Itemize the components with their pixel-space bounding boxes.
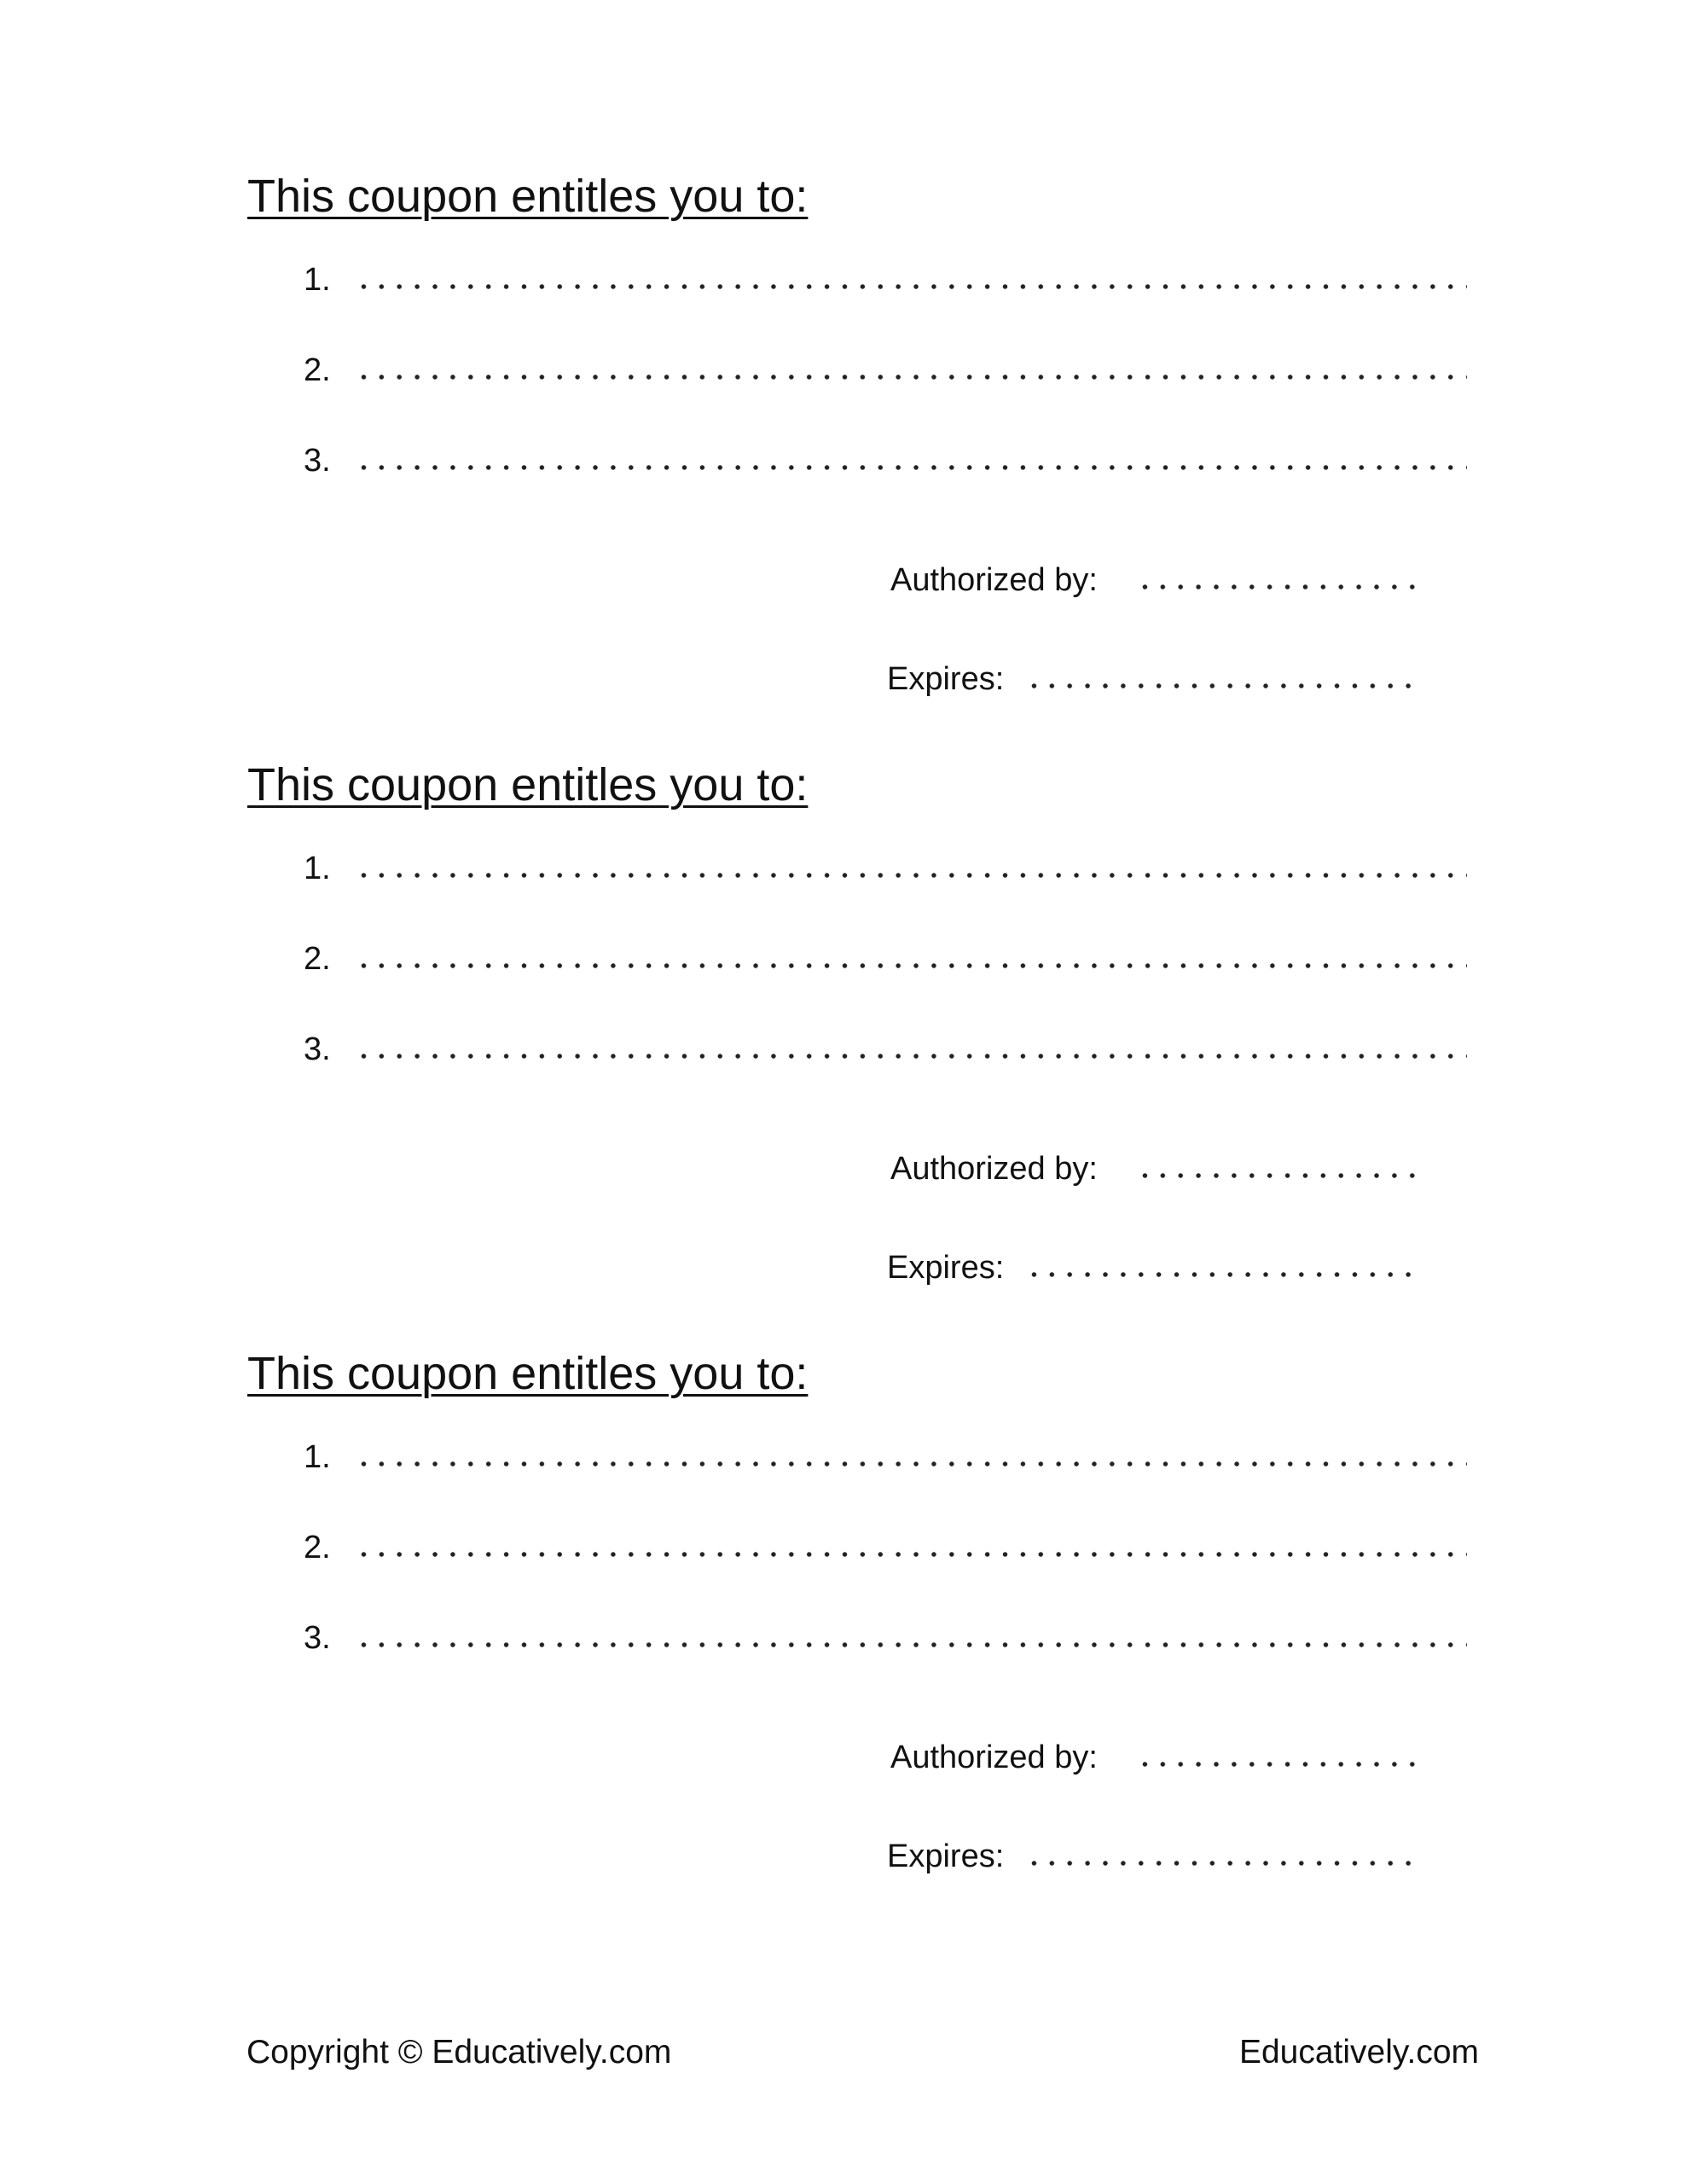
expires-row bbox=[887, 1834, 1416, 1879]
expires-label: Expires: bbox=[887, 1250, 1005, 1286]
dotted-fill-line bbox=[1025, 1271, 1416, 1278]
expires-label: Expires: bbox=[887, 1838, 1005, 1874]
coupon-item-row bbox=[304, 1435, 1416, 1479]
coupon-2 bbox=[0, 758, 1687, 1346]
item-number: 3. bbox=[304, 1031, 331, 1067]
coupon-3 bbox=[0, 1346, 1687, 1935]
expires-row bbox=[887, 1246, 1416, 1290]
dotted-fill-line bbox=[1025, 1860, 1416, 1867]
coupon-item-row bbox=[304, 348, 1416, 392]
footer-copyright: Copyright © Educatively.com bbox=[246, 2034, 672, 2071]
dotted-fill-line bbox=[355, 1053, 1467, 1060]
dotted-fill-line bbox=[355, 962, 1467, 969]
dotted-fill-line bbox=[1025, 682, 1416, 689]
dotted-fill-line bbox=[355, 1461, 1467, 1467]
authorized-by-label: Authorized by: bbox=[890, 1151, 1098, 1187]
item-number: 3. bbox=[304, 443, 331, 479]
authorized-by-label: Authorized by: bbox=[890, 1740, 1098, 1775]
dotted-fill-line bbox=[1136, 584, 1416, 590]
coupon-item-row bbox=[304, 439, 1416, 483]
coupon-1 bbox=[0, 169, 1687, 758]
item-number: 2. bbox=[304, 1530, 331, 1565]
coupon-title: This coupon entitles you to: bbox=[247, 1348, 809, 1399]
dotted-fill-line bbox=[355, 374, 1467, 380]
authorized-by-label: Authorized by: bbox=[890, 562, 1098, 598]
footer-site-name: Educatively.com bbox=[1238, 2034, 1479, 2071]
coupon-item-row bbox=[304, 1525, 1416, 1570]
authorized-by-row bbox=[890, 558, 1416, 602]
coupon-title: This coupon entitles you to: bbox=[247, 759, 809, 810]
dotted-fill-line bbox=[1136, 1172, 1416, 1179]
coupon-item-row bbox=[304, 1027, 1416, 1072]
expires-label: Expires: bbox=[887, 661, 1005, 697]
item-number: 3. bbox=[304, 1620, 331, 1656]
coupon-item-row bbox=[304, 846, 1416, 891]
authorized-by-row bbox=[890, 1735, 1416, 1780]
expires-row bbox=[887, 657, 1416, 701]
coupon-item-row bbox=[304, 937, 1416, 981]
item-number: 1. bbox=[304, 851, 331, 886]
dotted-fill-line bbox=[1136, 1761, 1416, 1768]
item-number: 2. bbox=[304, 352, 331, 388]
dotted-fill-line bbox=[355, 1551, 1467, 1558]
item-number: 1. bbox=[304, 1439, 331, 1475]
coupon-item-row bbox=[304, 258, 1416, 302]
dotted-fill-line bbox=[355, 1641, 1467, 1648]
authorized-by-row bbox=[890, 1147, 1416, 1191]
coupon-title: This coupon entitles you to: bbox=[247, 171, 809, 222]
dotted-fill-line bbox=[355, 872, 1467, 879]
item-number: 1. bbox=[304, 262, 331, 298]
dotted-fill-line bbox=[355, 464, 1467, 471]
dotted-fill-line bbox=[355, 283, 1467, 290]
coupon-item-row bbox=[304, 1616, 1416, 1660]
item-number: 2. bbox=[304, 941, 331, 977]
